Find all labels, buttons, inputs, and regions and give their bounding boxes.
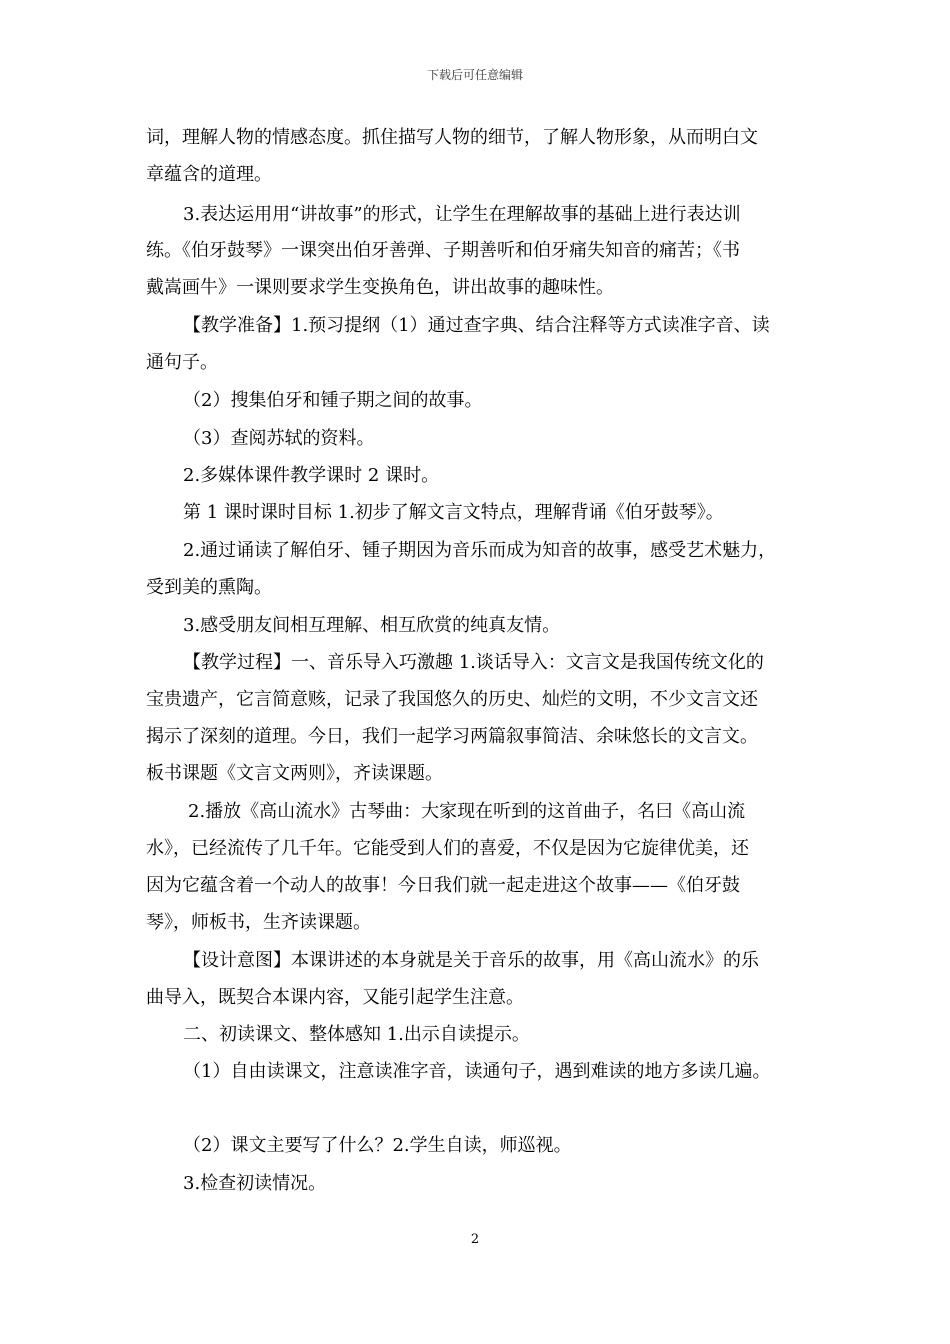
page-header: 下载后可任意编辑 (426, 68, 523, 82)
text-line: （3）查阅苏轼的资料。 (183, 428, 375, 449)
text-line: 第 1 课时课时目标 1.初步了解文言文特点，理解背诵《伯牙鼓琴》。 (183, 502, 724, 523)
page-number: 2 (470, 1232, 480, 1247)
text-line: 【教学过程】一、音乐导入巧激趣 1.谈话导入：文言文是我国传统文化的 (183, 652, 764, 673)
text-line: 水》，已经流传了几千年。它能受到人们的喜爱，不仅是因为它旋律优美，还 (146, 838, 749, 859)
text-line: 练。《伯牙鼓琴》一课突出伯牙善弹、子期善听和伯牙痛失知音的痛苦；《书 (146, 240, 740, 261)
text-line: （2）课文主要写了什么？2.学生自读，师巡视。 (183, 1135, 572, 1156)
text-line: 戴嵩画牛》一课则要求学生变换角色，讲出故事的趣味性。 (146, 277, 614, 298)
text-line: 3.感受朋友间相互理解、相互欣赏的纯真友情。 (183, 615, 561, 636)
text-line: （1）自由读课文，注意读准字音，读通句子，遇到难读的地方多读几遍。 (183, 1061, 771, 1082)
text-line: 宝贵遗产，它言简意赅，记录了我国悠久的历史、灿烂的文明，不少文言文还 (146, 689, 758, 710)
text-line: 【设计意图】本课讲述的本身就是关于音乐的故事，用《高山流水》的乐 (183, 950, 759, 971)
text-line: 章蕴含的道理。 (146, 164, 272, 185)
text-line: 二、初读课文、整体感知 1.出示自读提示。 (183, 1024, 530, 1045)
text-line: 琴》，师板书，生齐读课题。 (146, 912, 371, 933)
text-line: 揭示了深刻的道理。今日，我们一起学习两篇叙事简洁、余味悠长的文言文。 (146, 726, 758, 747)
text-line: 2.播放《高山流水》古琴曲：大家现在听到的这首曲子，名曰《高山流 (188, 801, 746, 822)
text-line: 2.多媒体课件教学课时 2 课时。 (183, 465, 440, 486)
text-line: 因为它蕴含着一个动人的故事！今日我们就一起走进这个故事——《伯牙鼓 (146, 875, 740, 896)
text-line: 曲导入，既契合本课内容，又能引起学生注意。 (146, 987, 524, 1008)
text-line: 通句子。 (146, 352, 218, 373)
text-line: 2.通过诵读了解伯牙、锺子期因为音乐而成为知音的故事，感受艺术魅力， (183, 540, 777, 561)
text-line: 词，理解人物的情感态度。抓住描写人物的细节，了解人物形象，从而明白文 (146, 127, 758, 148)
text-line: 3.表达运用用“讲故事”的形式，让学生在理解故事的基础上进行表达训 (183, 204, 741, 225)
text-line: （2）搜集伯牙和锺子期之间的故事。 (183, 390, 483, 411)
text-line: 受到美的熏陶。 (146, 577, 272, 598)
text-line: 3.检查初读情况。 (183, 1173, 327, 1194)
text-line: 板书课题《文言文两则》，齐读课题。 (146, 763, 443, 784)
text-line: 【教学准备】1.预习提纲（1）通过查字典、结合注释等方式读准字音、读 (183, 315, 770, 336)
